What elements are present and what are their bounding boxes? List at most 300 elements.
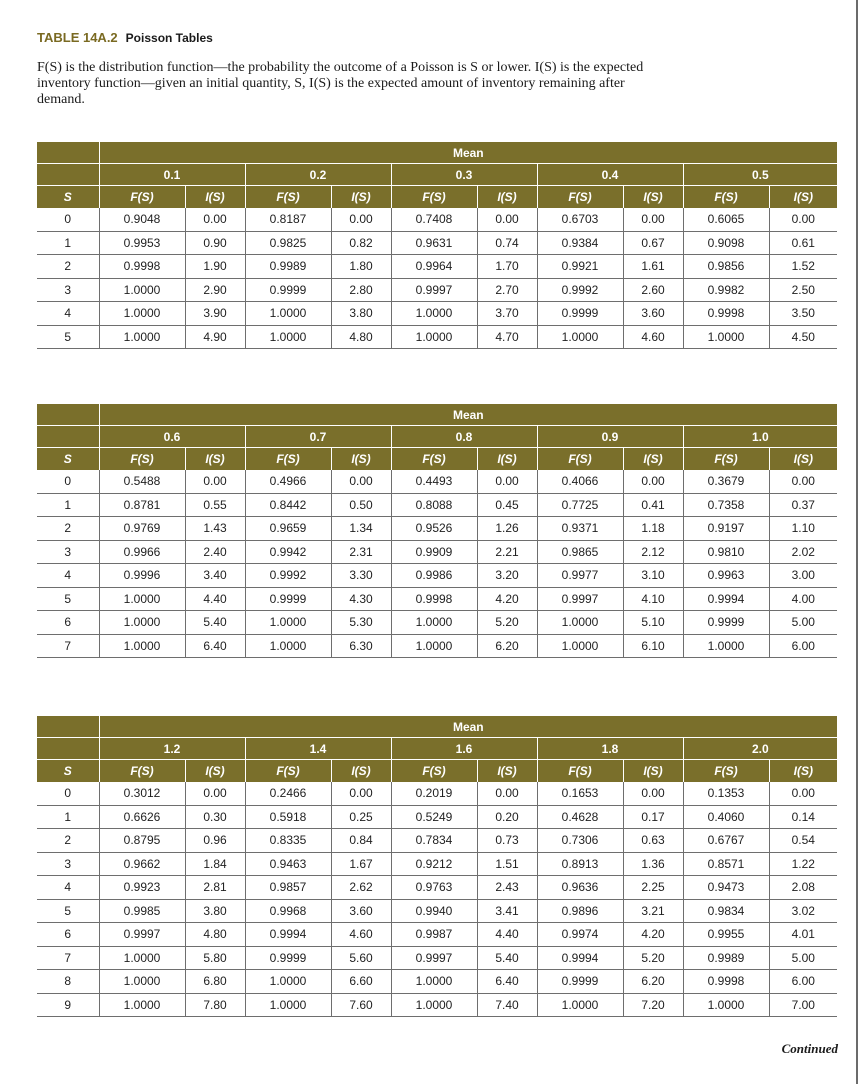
s-column-header: S [37, 186, 99, 209]
is-value: 6.00 [769, 970, 837, 994]
is-value: 7.60 [331, 993, 391, 1017]
fs-value: 1.0000 [537, 634, 623, 658]
lambda-value: 0.3 [391, 164, 537, 186]
fs-column-header: F(S) [683, 186, 769, 209]
is-column-header: I(S) [769, 760, 837, 783]
fs-value: 0.9998 [391, 587, 477, 611]
table-number: TABLE 14A.2 [37, 30, 118, 45]
fs-column-header: F(S) [391, 760, 477, 783]
is-value: 2.81 [185, 876, 245, 900]
is-column-header: I(S) [623, 760, 683, 783]
lambda-value: 2.0 [683, 738, 837, 760]
poisson-table-3 [37, 716, 837, 1017]
fs-value: 1.0000 [391, 611, 477, 635]
is-column-header: I(S) [477, 448, 537, 471]
fs-value: 0.9989 [245, 255, 331, 279]
s-value: 1 [37, 493, 99, 517]
fs-value: 0.7725 [537, 493, 623, 517]
table-row [37, 255, 837, 279]
fs-value: 0.9992 [537, 278, 623, 302]
fs-value: 1.0000 [99, 611, 185, 635]
is-value: 0.14 [769, 805, 837, 829]
is-value: 7.80 [185, 993, 245, 1017]
is-value: 4.40 [185, 587, 245, 611]
fs-value: 0.9909 [391, 540, 477, 564]
table-row [37, 611, 837, 635]
table-row [37, 805, 837, 829]
is-column-header: I(S) [769, 448, 837, 471]
fs-value: 0.9997 [391, 946, 477, 970]
is-column-header: I(S) [185, 448, 245, 471]
is-value: 0.90 [185, 231, 245, 255]
is-value: 2.70 [477, 278, 537, 302]
fs-value: 0.9977 [537, 564, 623, 588]
fs-column-header: F(S) [683, 760, 769, 783]
is-value: 0.74 [477, 231, 537, 255]
s-value: 4 [37, 876, 99, 900]
mean-label: Mean [99, 142, 837, 164]
fs-value: 0.9473 [683, 876, 769, 900]
is-value: 3.60 [623, 302, 683, 326]
fs-value: 1.0000 [391, 970, 477, 994]
is-value: 7.40 [477, 993, 537, 1017]
is-value: 6.30 [331, 634, 391, 658]
lambda-value: 0.8 [391, 426, 537, 448]
fs-value: 1.0000 [537, 325, 623, 349]
column-header-row [37, 760, 837, 783]
fs-value: 0.9769 [99, 517, 185, 541]
fs-value: 1.0000 [391, 325, 477, 349]
is-value: 5.60 [331, 946, 391, 970]
fs-value: 0.9810 [683, 540, 769, 564]
s-value: 8 [37, 970, 99, 994]
fs-value: 0.9371 [537, 517, 623, 541]
is-value: 1.18 [623, 517, 683, 541]
fs-value: 0.9636 [537, 876, 623, 900]
fs-column-header: F(S) [99, 448, 185, 471]
lambda-value: 1.8 [537, 738, 683, 760]
is-value: 3.30 [331, 564, 391, 588]
fs-value: 1.0000 [683, 993, 769, 1017]
is-value: 0.00 [477, 782, 537, 805]
fs-value: 0.9999 [537, 302, 623, 326]
fs-value: 0.9996 [99, 564, 185, 588]
table-row [37, 587, 837, 611]
fs-column-header: F(S) [537, 186, 623, 209]
is-value: 0.41 [623, 493, 683, 517]
s-value: 5 [37, 325, 99, 349]
table-row [37, 278, 837, 302]
is-value: 3.80 [331, 302, 391, 326]
fs-value: 0.6065 [683, 208, 769, 231]
lambda-header-row [37, 164, 837, 186]
table-row [37, 540, 837, 564]
fs-value: 0.9942 [245, 540, 331, 564]
fs-value: 0.9968 [245, 899, 331, 923]
lambda-value: 0.6 [99, 426, 245, 448]
is-value: 6.60 [331, 970, 391, 994]
is-value: 2.21 [477, 540, 537, 564]
table-row [37, 302, 837, 326]
is-value: 1.22 [769, 852, 837, 876]
mean-label: Mean [99, 404, 837, 426]
fs-value: 0.8335 [245, 829, 331, 853]
is-value: 0.00 [623, 470, 683, 493]
fs-value: 1.0000 [391, 302, 477, 326]
s-value: 5 [37, 587, 99, 611]
s-value: 3 [37, 278, 99, 302]
s-value: 9 [37, 993, 99, 1017]
fs-value: 1.0000 [245, 970, 331, 994]
fs-value: 0.9994 [683, 587, 769, 611]
is-value: 4.80 [331, 325, 391, 349]
fs-value: 0.9994 [245, 923, 331, 947]
is-column-header: I(S) [769, 186, 837, 209]
fs-value: 1.0000 [537, 611, 623, 635]
fs-value: 1.0000 [99, 970, 185, 994]
s-value: 1 [37, 805, 99, 829]
is-value: 0.17 [623, 805, 683, 829]
fs-column-header: F(S) [537, 760, 623, 783]
fs-value: 1.0000 [391, 634, 477, 658]
is-value: 2.60 [623, 278, 683, 302]
lambda-value: 0.4 [537, 164, 683, 186]
is-value: 3.41 [477, 899, 537, 923]
fs-value: 0.1653 [537, 782, 623, 805]
fs-value: 0.7306 [537, 829, 623, 853]
is-value: 3.90 [185, 302, 245, 326]
is-value: 7.20 [623, 993, 683, 1017]
mean-header-row [37, 404, 837, 426]
fs-value: 0.6703 [537, 208, 623, 231]
fs-value: 0.8571 [683, 852, 769, 876]
table-row [37, 923, 837, 947]
is-value: 2.50 [769, 278, 837, 302]
table-row [37, 970, 837, 994]
s-value: 1 [37, 231, 99, 255]
is-value: 5.80 [185, 946, 245, 970]
s-value: 2 [37, 517, 99, 541]
is-value: 4.40 [477, 923, 537, 947]
is-value: 0.00 [331, 782, 391, 805]
is-value: 0.45 [477, 493, 537, 517]
fs-value: 0.9212 [391, 852, 477, 876]
s-column-header: S [37, 760, 99, 783]
is-value: 0.00 [185, 208, 245, 231]
fs-value: 1.0000 [99, 587, 185, 611]
is-value: 6.40 [185, 634, 245, 658]
header-blank-cell [37, 164, 99, 186]
fs-column-header: F(S) [245, 760, 331, 783]
is-value: 4.90 [185, 325, 245, 349]
fs-value: 1.0000 [245, 993, 331, 1017]
fs-value: 1.0000 [391, 993, 477, 1017]
s-value: 2 [37, 829, 99, 853]
is-value: 0.50 [331, 493, 391, 517]
fs-value: 0.7834 [391, 829, 477, 853]
page-title [37, 30, 213, 45]
table-row [37, 325, 837, 349]
fs-value: 0.9955 [683, 923, 769, 947]
fs-value: 1.0000 [99, 634, 185, 658]
fs-value: 0.9998 [99, 255, 185, 279]
is-value: 0.00 [477, 208, 537, 231]
is-value: 6.20 [477, 634, 537, 658]
is-value: 0.00 [769, 208, 837, 231]
table-description: F(S) is the distribution function—the probability the outcome of a Poisson is S or lower. I(S) is the expected inventory function—given an initial quantity, S, I(S) is the expected amount of inventory remaining after demand. [37, 60, 644, 107]
is-value: 4.50 [769, 325, 837, 349]
is-value: 3.00 [769, 564, 837, 588]
is-value: 0.20 [477, 805, 537, 829]
fs-value: 0.9631 [391, 231, 477, 255]
is-value: 0.63 [623, 829, 683, 853]
header-blank-cell [37, 738, 99, 760]
is-value: 0.00 [477, 470, 537, 493]
fs-value: 0.5918 [245, 805, 331, 829]
table-row [37, 208, 837, 231]
lambda-value: 0.2 [245, 164, 391, 186]
is-value: 5.10 [623, 611, 683, 635]
fs-value: 0.9989 [683, 946, 769, 970]
fs-value: 0.7358 [683, 493, 769, 517]
fs-value: 0.8781 [99, 493, 185, 517]
fs-value: 1.0000 [99, 325, 185, 349]
is-value: 5.00 [769, 946, 837, 970]
fs-value: 0.9997 [537, 587, 623, 611]
fs-value: 0.9857 [245, 876, 331, 900]
table-row [37, 517, 837, 541]
fs-value: 0.9098 [683, 231, 769, 255]
is-value: 2.40 [185, 540, 245, 564]
header-blank-cell [37, 426, 99, 448]
is-value: 4.00 [769, 587, 837, 611]
fs-value: 1.0000 [245, 611, 331, 635]
is-value: 0.84 [331, 829, 391, 853]
table-row [37, 829, 837, 853]
fs-value: 0.9994 [537, 946, 623, 970]
mean-label: Mean [99, 716, 837, 738]
is-value: 1.80 [331, 255, 391, 279]
is-value: 1.84 [185, 852, 245, 876]
fs-value: 1.0000 [683, 325, 769, 349]
poisson-table-1 [37, 142, 837, 349]
is-value: 3.60 [331, 899, 391, 923]
s-value: 7 [37, 634, 99, 658]
is-value: 1.51 [477, 852, 537, 876]
fs-column-header: F(S) [245, 186, 331, 209]
is-value: 1.70 [477, 255, 537, 279]
fs-value: 0.9964 [391, 255, 477, 279]
s-column-header: S [37, 448, 99, 471]
header-blank-cell [37, 142, 99, 164]
fs-value: 0.9834 [683, 899, 769, 923]
is-value: 3.21 [623, 899, 683, 923]
is-value: 2.12 [623, 540, 683, 564]
s-value: 0 [37, 470, 99, 493]
fs-value: 0.5249 [391, 805, 477, 829]
fs-value: 0.9999 [537, 970, 623, 994]
table-row [37, 564, 837, 588]
header-blank-cell [37, 404, 99, 426]
is-value: 5.20 [477, 611, 537, 635]
is-value: 0.00 [623, 782, 683, 805]
lambda-value: 0.5 [683, 164, 837, 186]
continued-note: Continued [781, 1041, 838, 1056]
fs-value: 0.9999 [245, 946, 331, 970]
is-value: 0.25 [331, 805, 391, 829]
is-value: 2.90 [185, 278, 245, 302]
fs-value: 0.9526 [391, 517, 477, 541]
lambda-value: 1.0 [683, 426, 837, 448]
table-name: Poisson Tables [125, 31, 213, 45]
fs-value: 0.1353 [683, 782, 769, 805]
is-value: 3.10 [623, 564, 683, 588]
is-column-header: I(S) [331, 186, 391, 209]
fs-value: 1.0000 [99, 993, 185, 1017]
is-value: 3.40 [185, 564, 245, 588]
fs-value: 0.9997 [99, 923, 185, 947]
is-value: 2.62 [331, 876, 391, 900]
fs-value: 0.2466 [245, 782, 331, 805]
fs-value: 0.8187 [245, 208, 331, 231]
fs-value: 0.9921 [537, 255, 623, 279]
fs-value: 0.9986 [391, 564, 477, 588]
table-row [37, 470, 837, 493]
is-column-header: I(S) [185, 760, 245, 783]
is-column-header: I(S) [477, 186, 537, 209]
is-value: 3.80 [185, 899, 245, 923]
fs-value: 0.9985 [99, 899, 185, 923]
header-blank-cell [37, 716, 99, 738]
table-row [37, 946, 837, 970]
is-value: 4.20 [477, 587, 537, 611]
is-value: 6.40 [477, 970, 537, 994]
is-value: 3.50 [769, 302, 837, 326]
is-value: 0.00 [331, 470, 391, 493]
is-column-header: I(S) [623, 448, 683, 471]
is-value: 6.20 [623, 970, 683, 994]
is-value: 1.52 [769, 255, 837, 279]
fs-value: 0.9987 [391, 923, 477, 947]
fs-value: 0.9999 [245, 587, 331, 611]
lambda-header-row [37, 738, 837, 760]
is-value: 0.55 [185, 493, 245, 517]
fs-value: 0.2019 [391, 782, 477, 805]
is-value: 5.20 [623, 946, 683, 970]
fs-value: 0.9463 [245, 852, 331, 876]
is-value: 0.30 [185, 805, 245, 829]
is-value: 4.70 [477, 325, 537, 349]
is-value: 1.90 [185, 255, 245, 279]
fs-column-header: F(S) [245, 448, 331, 471]
fs-value: 0.9966 [99, 540, 185, 564]
lambda-header-row [37, 426, 837, 448]
fs-value: 0.6767 [683, 829, 769, 853]
fs-value: 0.9999 [683, 611, 769, 635]
lambda-value: 0.1 [99, 164, 245, 186]
fs-value: 1.0000 [99, 302, 185, 326]
is-value: 0.00 [331, 208, 391, 231]
fs-value: 1.0000 [537, 993, 623, 1017]
is-column-header: I(S) [331, 448, 391, 471]
is-value: 1.43 [185, 517, 245, 541]
is-value: 2.08 [769, 876, 837, 900]
is-value: 1.34 [331, 517, 391, 541]
table-row [37, 899, 837, 923]
is-value: 0.00 [623, 208, 683, 231]
mean-header-row [37, 142, 837, 164]
fs-value: 0.9998 [683, 302, 769, 326]
fs-value: 0.5488 [99, 470, 185, 493]
s-value: 7 [37, 946, 99, 970]
is-value: 0.00 [769, 470, 837, 493]
table-row [37, 493, 837, 517]
table-row [37, 852, 837, 876]
is-column-header: I(S) [331, 760, 391, 783]
fs-value: 0.9997 [391, 278, 477, 302]
is-value: 7.00 [769, 993, 837, 1017]
is-value: 5.00 [769, 611, 837, 635]
s-value: 6 [37, 611, 99, 635]
fs-value: 1.0000 [99, 946, 185, 970]
is-value: 1.26 [477, 517, 537, 541]
fs-value: 1.0000 [683, 634, 769, 658]
fs-value: 0.4060 [683, 805, 769, 829]
is-value: 5.40 [477, 946, 537, 970]
s-value: 3 [37, 852, 99, 876]
fs-value: 0.9856 [683, 255, 769, 279]
fs-value: 0.3012 [99, 782, 185, 805]
fs-column-header: F(S) [537, 448, 623, 471]
column-header-row [37, 186, 837, 209]
fs-value: 0.9896 [537, 899, 623, 923]
is-value: 5.30 [331, 611, 391, 635]
is-value: 1.67 [331, 852, 391, 876]
s-value: 4 [37, 302, 99, 326]
is-value: 4.20 [623, 923, 683, 947]
is-value: 4.10 [623, 587, 683, 611]
is-value: 4.60 [623, 325, 683, 349]
fs-column-header: F(S) [391, 186, 477, 209]
fs-value: 0.9048 [99, 208, 185, 231]
fs-value: 0.6626 [99, 805, 185, 829]
fs-value: 0.8795 [99, 829, 185, 853]
fs-value: 0.9999 [245, 278, 331, 302]
is-value: 2.43 [477, 876, 537, 900]
fs-column-header: F(S) [391, 448, 477, 471]
is-value: 0.67 [623, 231, 683, 255]
poisson-table-2 [37, 404, 837, 658]
is-value: 2.02 [769, 540, 837, 564]
fs-value: 0.8088 [391, 493, 477, 517]
fs-value: 0.3679 [683, 470, 769, 493]
fs-column-header: F(S) [99, 760, 185, 783]
fs-value: 1.0000 [245, 634, 331, 658]
is-value: 0.73 [477, 829, 537, 853]
is-value: 4.01 [769, 923, 837, 947]
is-value: 6.10 [623, 634, 683, 658]
s-value: 4 [37, 564, 99, 588]
is-value: 0.54 [769, 829, 837, 853]
fs-value: 1.0000 [99, 278, 185, 302]
fs-value: 1.0000 [245, 302, 331, 326]
fs-value: 0.9982 [683, 278, 769, 302]
is-value: 1.36 [623, 852, 683, 876]
is-value: 2.80 [331, 278, 391, 302]
fs-value: 0.9953 [99, 231, 185, 255]
fs-value: 0.9825 [245, 231, 331, 255]
table-row [37, 634, 837, 658]
